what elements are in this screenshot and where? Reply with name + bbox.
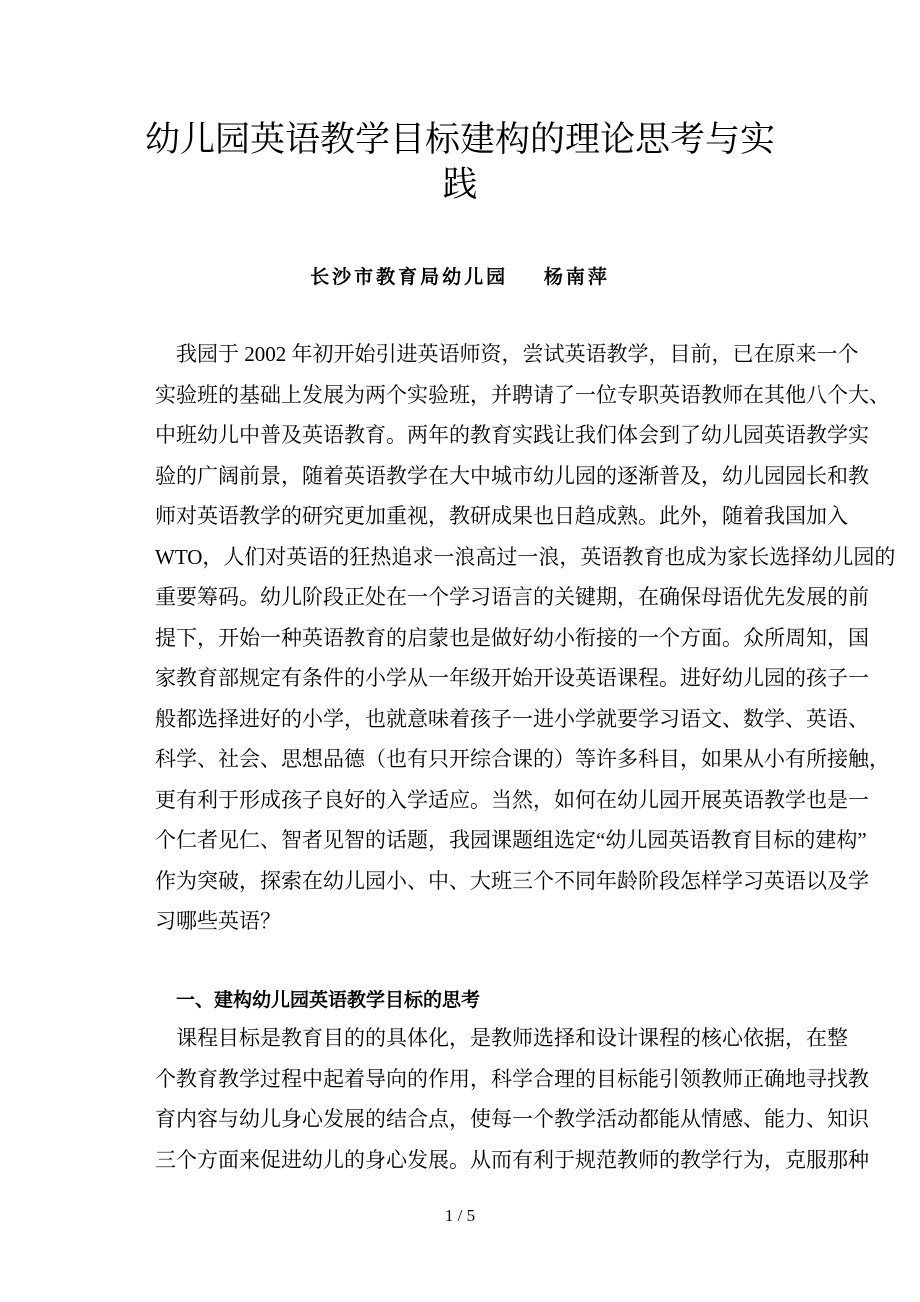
author-line — [0, 262, 920, 289]
text-line: 重要筹码。幼儿阶段正处在一个学习语言的关键期，在确保母语优先发展的前 — [155, 585, 869, 609]
text-line: 个仁者见仁、智者见智的话题，我园课题组选定“幼儿园英语教育目标的建构” — [155, 828, 867, 852]
author-name: 杨南萍 — [543, 267, 610, 288]
document-title-line-2: 践 — [442, 165, 478, 205]
text-line: 中班幼儿中普及英语教育。两年的教育实践让我们体会到了幼儿园英语教学实 — [155, 423, 869, 447]
section-heading: 一、建构幼儿园英语教学目标的思考 — [176, 989, 481, 1011]
text-line: 育内容与幼儿身心发展的结合点，使每一个教学活动都能从情感、能力、知识 — [155, 1107, 869, 1131]
page-number: 1 / 5 — [444, 1206, 476, 1225]
text-line: 习哪些英语？ — [155, 909, 281, 933]
text-line: 家教育部规定有条件的小学从一年级开始开设英语课程。进好幼儿园的孩子一 — [155, 666, 869, 690]
text-line: 提下，开始一种英语教育的启蒙也是做好幼小衔接的一个方面。众所周知，国 — [155, 625, 869, 650]
author-organization: 长沙市教育局幼儿园 — [310, 267, 509, 288]
text-line: 我园于 2002 年初开始引进英语师资，尝试英语教学，目前，已在原来一个 — [176, 342, 859, 366]
text-line: 科学、社会、思想品德（也有只开综合课的）等许多科目，如果从小有所接触， — [155, 747, 890, 771]
text-line: WTO，人们对英语的狂热追求一浪高过一浪，英语教育也成为家长选择幼儿园的 — [155, 544, 896, 569]
text-line: 课程目标是教育目的的具体化，是教师选择和设计课程的核心依据，在整 — [176, 1026, 848, 1050]
text-line: 师对英语教学的研究更加重视，教研成果也日趋成熟。此外，随着我国加入 — [155, 504, 848, 528]
text-line: 验的广阔前景，随着英语教学在大中城市幼儿园的逐渐普及，幼儿园园长和教 — [155, 463, 869, 488]
text-line: 实验班的基础上发展为两个实验班，并聘请了一位专职英语教师在其他八个大、 — [155, 382, 890, 407]
text-line: 三个方面来促进幼儿的身心发展。从而有利于规范教师的教学行为，克服那种 — [155, 1147, 869, 1172]
text-line: 作为突破，探索在幼儿园小、中、大班三个不同年龄阶段怎样学习英语以及学 — [155, 868, 869, 893]
text-line: 个教育教学过程中起着导向的作用，科学合理的目标能引领教师正确地寻找教 — [155, 1066, 869, 1091]
text-line: 般都选择进好的小学，也就意味着孩子一进小学就要学习语文、数学、英语、 — [155, 706, 869, 731]
text-line: 更有利于形成孩子良好的入学适应。当然，如何在幼儿园开展英语教学也是一 — [155, 787, 869, 812]
document-title-line-1: 幼儿园英语教学目标建构的理论思考与实 — [144, 120, 775, 160]
